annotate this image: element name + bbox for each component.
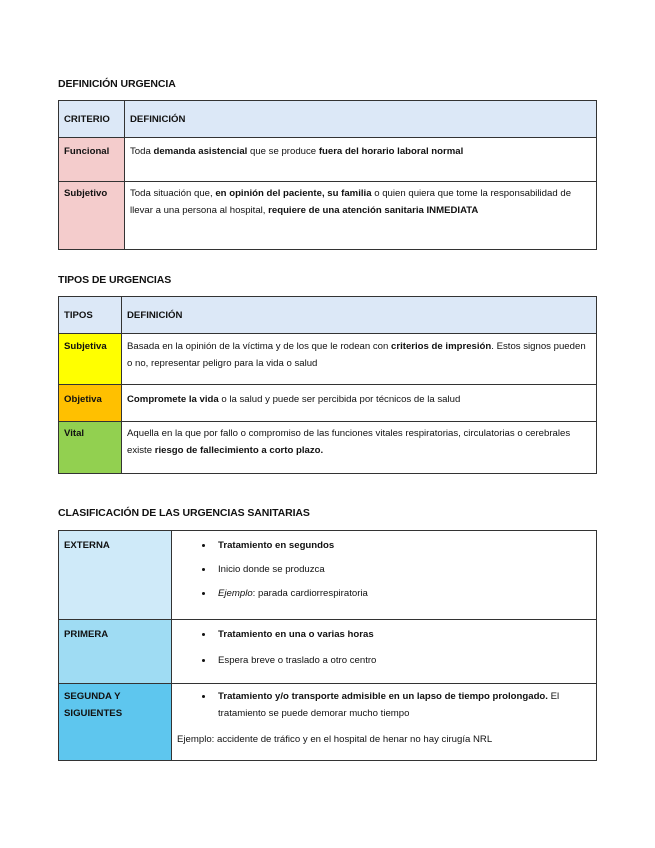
- table-row: [59, 334, 597, 385]
- text-segment: requiere de una atención sanitaria INMEDIATA: [268, 205, 479, 216]
- header-criterio: CRITERIO: [59, 101, 125, 138]
- clasificacion-label: PRIMERA: [59, 620, 172, 684]
- text-segment: Ejemplo: [218, 588, 253, 599]
- text-segment: Espera breve o traslado a otro centro: [218, 655, 377, 666]
- table-row: [59, 422, 597, 474]
- text-segment: Aquella en la que por fallo o compromiso de las funciones vitales respiratorias, circulatorias o cerebrales existe: [127, 428, 571, 456]
- table-row: [59, 138, 597, 182]
- header-definicion: DEFINICIÓN: [122, 297, 597, 334]
- bullet-list: [172, 537, 596, 602]
- clasificacion-content: [172, 684, 597, 761]
- tipo-label: Subjetiva: [59, 334, 122, 385]
- clasificacion-content: [172, 531, 597, 620]
- text-segment: Tratamiento en segundos: [218, 540, 335, 551]
- text-segment: . Estos signos pueden o no, representar peligro para la vida o salud: [127, 341, 586, 369]
- example-note: Ejemplo: accidente de tráfico y en el hospital de henar no hay cirugía NRL: [177, 734, 493, 745]
- tipo-definition: [122, 385, 597, 422]
- text-segment: o quien quiera que tome la responsabilidad de llevar a una persona al hospital,: [130, 188, 572, 216]
- tipo-label: Objetiva: [59, 385, 122, 422]
- bullet-item: [214, 652, 596, 669]
- table-row: [59, 531, 597, 620]
- table-definicion-urgencia: [58, 100, 597, 250]
- section-title-definicion-urgencia: DEFINICIÓN URGENCIA: [58, 78, 176, 90]
- bullet-item: [214, 561, 596, 578]
- bullet-item: [214, 585, 596, 602]
- text-segment: riesgo de fallecimiento a corto plazo.: [154, 445, 324, 456]
- section-title-tipos-urgencias: TIPOS DE URGENCIAS: [58, 274, 172, 286]
- text-segment: : parada cardiorrespiratoria: [252, 588, 368, 599]
- table-row: [59, 385, 597, 422]
- text-segment: Toda situación que,: [130, 188, 216, 199]
- tipo-definition: [122, 334, 597, 385]
- text-segment: fuera del horario laboral normal: [318, 146, 464, 157]
- clasificacion-content: [172, 620, 597, 684]
- text-segment: criterios de impresión: [391, 341, 492, 352]
- table-tipos-urgencias: [58, 296, 597, 474]
- table-header-row: [59, 297, 597, 334]
- criterio-definition: [125, 182, 597, 250]
- tipo-definition: [122, 422, 597, 474]
- table-row: [59, 182, 597, 250]
- table-header-row: [59, 101, 597, 138]
- tipo-label: Vital: [59, 422, 122, 474]
- table-row: [59, 620, 597, 684]
- text-segment: Tratamiento en una o varias horas: [218, 629, 374, 640]
- text-segment: Compromete la vida: [127, 394, 219, 405]
- text-segment: Basada en la opinión de la víctima y de los que le rodean con: [127, 341, 392, 352]
- text-segment: que se produce: [247, 146, 319, 157]
- criterio-label: Subjetivo: [59, 182, 125, 250]
- text-segment: Inicio donde se produzca: [218, 564, 325, 575]
- bullet-list: [172, 688, 596, 722]
- text-segment: El tratamiento se puede demorar mucho tiempo: [218, 691, 560, 719]
- table-row: [59, 684, 597, 761]
- text-segment: Tratamiento y/o transporte admisible en un lapso de tiempo prolongado.: [218, 691, 548, 702]
- text-segment: demanda asistencial: [153, 146, 248, 157]
- bullet-item: [214, 688, 596, 722]
- text-segment: Toda: [130, 146, 154, 157]
- text-segment: o la salud y puede ser percibida por técnicos de la salud: [218, 394, 461, 405]
- bullet-list: [172, 626, 596, 669]
- section-title-clasificacion: CLASIFICACIÓN DE LAS URGENCIAS SANITARIAS: [58, 507, 310, 519]
- header-definicion: DEFINICIÓN: [125, 101, 597, 138]
- criterio-definition: [125, 138, 597, 182]
- text-segment: en opinión del paciente, su familia: [215, 188, 372, 199]
- clasificacion-label: SEGUNDA Y SIGUIENTES: [59, 684, 172, 761]
- criterio-label: Funcional: [59, 138, 125, 182]
- bullet-item: [214, 626, 596, 643]
- bullet-item: [214, 537, 596, 554]
- clasificacion-label: EXTERNA: [59, 531, 172, 620]
- header-tipos: TIPOS: [59, 297, 122, 334]
- table-clasificacion: [58, 530, 597, 761]
